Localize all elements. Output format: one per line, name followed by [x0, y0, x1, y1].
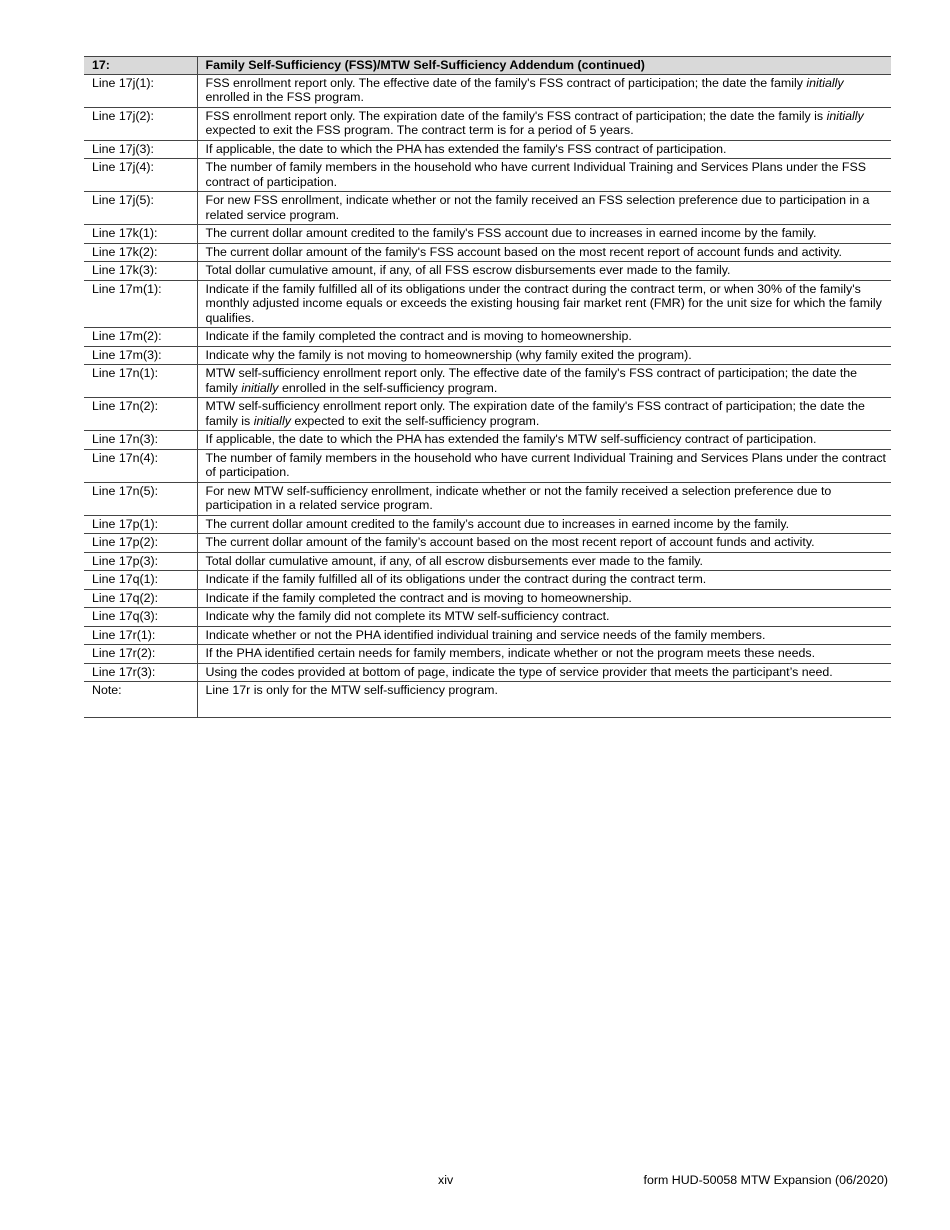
table-row: [84, 571, 891, 590]
line-description: For new FSS enrollment, indicate whether or not the family received an FSS selection preference due to participation in a related service program.: [197, 192, 891, 225]
line-description: Total dollar cumulative amount, if any, of all FSS escrow disbursements ever made to the family.: [197, 262, 891, 281]
line-description: If applicable, the date to which the PHA has extended the family's MTW self-sufficiency contract of participation.: [197, 431, 891, 450]
table-row: [84, 140, 891, 159]
line-description: Indicate why the family is not moving to homeownership (why family exited the program).: [197, 346, 891, 365]
note-text: Line 17r is only for the MTW self-sufficiency program.: [197, 682, 891, 718]
note-label: Note:: [84, 682, 197, 718]
line-label: Line 17r(1):: [84, 626, 197, 645]
line-description: Total dollar cumulative amount, if any, of all escrow disbursements ever made to the family.: [197, 552, 891, 571]
line-description: The current dollar amount credited to the family's FSS account due to increases in earned income by the family.: [197, 225, 891, 244]
line-description: The current dollar amount of the family's FSS account based on the most recent report of account funds and activity.: [197, 243, 891, 262]
line-description: The current dollar amount credited to the family’s account due to increases in earned income by the family.: [197, 515, 891, 534]
table-row: [84, 626, 891, 645]
table-row: [84, 398, 891, 431]
form-identifier: form HUD-50058 MTW Expansion (06/2020): [643, 1173, 888, 1187]
table-row: [84, 663, 891, 682]
line-label: Line 17n(4):: [84, 449, 197, 482]
table-row: [84, 365, 891, 398]
line-description: Indicate if the family completed the contract and is moving to homeownership.: [197, 589, 891, 608]
table-row: [84, 107, 891, 140]
line-description: Indicate if the family fulfilled all of its obligations under the contract during the contract term.: [197, 571, 891, 590]
table-row: [84, 328, 891, 347]
line-description: Indicate why the family did not complete its MTW self-sufficiency contract.: [197, 608, 891, 627]
table-row: [84, 74, 891, 107]
note-row: [84, 682, 891, 718]
line-description: MTW self-sufficiency enrollment report only. The expiration date of the family's FSS contract of participation; the date the family is initially expected to exit the self-sufficiency program.: [197, 398, 891, 431]
line-description: Indicate if the family fulfilled all of its obligations under the contract during the contract term, or when 30% of the family's monthly adjusted income equals or exceeds the existing housing fair market rent (FMR) for the unit size for which the family qualifies.: [197, 280, 891, 328]
line-label: Line 17q(1):: [84, 571, 197, 590]
table-row: [84, 645, 891, 664]
table-row: [84, 482, 891, 515]
line-description: MTW self-sufficiency enrollment report only. The effective date of the family's FSS contract of participation; the date the family initially enrolled in the self-sufficiency program.: [197, 365, 891, 398]
line-label: Line 17n(5):: [84, 482, 197, 515]
line-label: Line 17j(1):: [84, 74, 197, 107]
section-title: Family Self-Sufficiency (FSS)/MTW Self-Sufficiency Addendum (continued): [197, 57, 891, 75]
line-label: Line 17r(2):: [84, 645, 197, 664]
table-row: [84, 534, 891, 553]
line-label: Line 17n(3):: [84, 431, 197, 450]
line-description: Indicate whether or not the PHA identified individual training and service needs of the family members.: [197, 626, 891, 645]
line-label: Line 17p(1):: [84, 515, 197, 534]
table-row: [84, 280, 891, 328]
table-row: [84, 262, 891, 281]
line-label: Line 17q(3):: [84, 608, 197, 627]
line-description: For new MTW self-sufficiency enrollment, indicate whether or not the family received a selection preference due to participation in a related service program.: [197, 482, 891, 515]
line-description: FSS enrollment report only. The effective date of the family's FSS contract of participation; the date the family initially enrolled in the FSS program.: [197, 74, 891, 107]
table-row: [84, 515, 891, 534]
line-label: Line 17n(1):: [84, 365, 197, 398]
line-description: If the PHA identified certain needs for family members, indicate whether or not the program meets these needs.: [197, 645, 891, 664]
table-row: [84, 243, 891, 262]
line-description: The number of family members in the household who have current Individual Training and Services Plans under the contract of participation.: [197, 449, 891, 482]
line-label: Line 17j(5):: [84, 192, 197, 225]
section-number: 17:: [84, 57, 197, 75]
page-number: xiv: [438, 1173, 454, 1187]
line-label: Line 17k(2):: [84, 243, 197, 262]
table-body: [84, 74, 891, 682]
table-row: [84, 552, 891, 571]
line-label: Line 17j(4):: [84, 159, 197, 192]
line-description: The current dollar amount of the family’s account based on the most recent report of account funds and activity.: [197, 534, 891, 553]
table-row: [84, 431, 891, 450]
line-description: FSS enrollment report only. The expiration date of the family's FSS contract of participation; the date the family is initially expected to exit the FSS program. The contract term is for a period of 5 years.: [197, 107, 891, 140]
table-row: [84, 192, 891, 225]
table-row: [84, 225, 891, 244]
line-label: Line 17m(1):: [84, 280, 197, 328]
table-row: [84, 449, 891, 482]
table-row: [84, 346, 891, 365]
table-row: [84, 159, 891, 192]
line-label: Line 17p(3):: [84, 552, 197, 571]
line-description: If applicable, the date to which the PHA has extended the family's FSS contract of participation.: [197, 140, 891, 159]
table-header-row: [84, 57, 891, 75]
line-description: Using the codes provided at bottom of page, indicate the type of service provider that meets the participant’s need.: [197, 663, 891, 682]
line-label: Line 17j(3):: [84, 140, 197, 159]
line-label: Line 17m(2):: [84, 328, 197, 347]
line-description: Indicate if the family completed the contract and is moving to homeownership.: [197, 328, 891, 347]
table-row: [84, 608, 891, 627]
line-label: Line 17m(3):: [84, 346, 197, 365]
line-description: The number of family members in the household who have current Individual Training and Services Plans under the FSS contract of participation.: [197, 159, 891, 192]
line-label: Line 17j(2):: [84, 107, 197, 140]
line-label: Line 17n(2):: [84, 398, 197, 431]
line-label: Line 17p(2):: [84, 534, 197, 553]
line-label: Line 17k(3):: [84, 262, 197, 281]
line-label: Line 17q(2):: [84, 589, 197, 608]
line-label: Line 17k(1):: [84, 225, 197, 244]
instructions-table: [84, 56, 891, 718]
line-label: Line 17r(3):: [84, 663, 197, 682]
table-row: [84, 589, 891, 608]
